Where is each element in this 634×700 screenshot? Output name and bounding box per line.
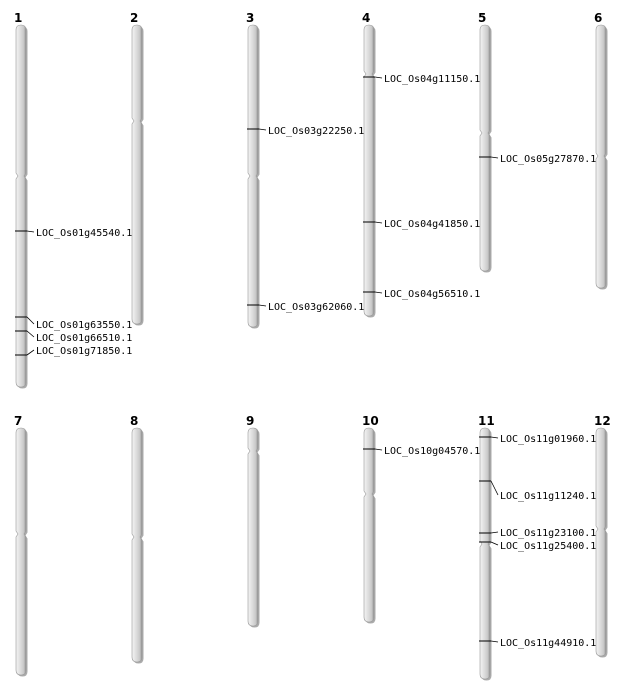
chromosome-3 — [248, 25, 260, 329]
chromosome-number: 7 — [14, 414, 23, 428]
chromosome-number: 4 — [362, 11, 371, 25]
gene-label: LOC_Os05g27870.1 — [500, 154, 597, 165]
gene-leader-line — [491, 542, 498, 545]
gene-leader-line — [27, 231, 34, 232]
gene-label: LOC_Os03g22250.1 — [268, 126, 365, 137]
gene-leader-line — [491, 157, 498, 158]
gene-leader-line — [27, 317, 34, 324]
chromosome-number: 5 — [478, 11, 487, 25]
chromosome-7 — [16, 428, 28, 677]
gene-leader-line — [491, 437, 498, 438]
chromosome-number: 1 — [14, 11, 23, 25]
gene-label: LOC_Os01g63550.1 — [36, 320, 133, 331]
gene-leader-line — [375, 449, 382, 450]
gene-label: LOC_Os04g41850.1 — [384, 219, 481, 230]
chromosome-10 — [364, 428, 376, 624]
gene-label: LOC_Os01g71850.1 — [36, 346, 133, 357]
gene-label: LOC_Os11g01960.1 — [500, 434, 597, 445]
chromosome-11 — [480, 428, 492, 681]
gene-label: LOC_Os11g25400.1 — [500, 541, 597, 552]
gene-leader-line — [491, 481, 498, 495]
gene-leader-line — [491, 641, 498, 642]
gene-label: LOC_Os01g45540.1 — [36, 228, 133, 239]
gene-label: LOC_Os11g11240.1 — [500, 491, 597, 502]
gene-label: LOC_Os11g23100.1 — [500, 528, 597, 539]
chromosome-1 — [16, 25, 28, 389]
gene-leader-line — [259, 305, 266, 306]
gene-label: LOC_Os01g66510.1 — [36, 333, 133, 344]
gene-leader-line — [27, 350, 34, 355]
gene-label: LOC_Os10g04570.1 — [384, 446, 481, 457]
gene-leader-line — [491, 532, 498, 533]
gene-label: LOC_Os11g44910.1 — [500, 638, 597, 649]
chromosome-5 — [480, 25, 492, 273]
gene-leader-line — [259, 129, 266, 130]
chromosome-number: 3 — [246, 11, 255, 25]
gene-label: LOC_Os04g56510.1 — [384, 289, 481, 300]
chromosome-number: 8 — [130, 414, 139, 428]
gene-leader-line — [375, 292, 382, 293]
gene-leader-line — [375, 77, 382, 78]
gene-label: LOC_Os04g11150.1 — [384, 74, 481, 85]
chromosome-number: 9 — [246, 414, 255, 428]
chromosome-8 — [132, 428, 144, 664]
chromosome-6 — [596, 25, 608, 290]
gene-leader-line — [27, 331, 34, 337]
chromosome-2 — [132, 25, 144, 326]
chromosome-number: 2 — [130, 11, 139, 25]
chromosome-12 — [596, 428, 608, 658]
chromosome-number: 12 — [594, 414, 611, 428]
chromosome-9 — [248, 428, 260, 628]
gene-label: LOC_Os03g62060.1 — [268, 302, 365, 313]
chromosome-number: 6 — [594, 11, 603, 25]
chromosome-number: 10 — [362, 414, 379, 428]
chromosome-number: 11 — [478, 414, 495, 428]
gene-leader-line — [375, 222, 382, 223]
chromosome-4 — [364, 25, 376, 318]
